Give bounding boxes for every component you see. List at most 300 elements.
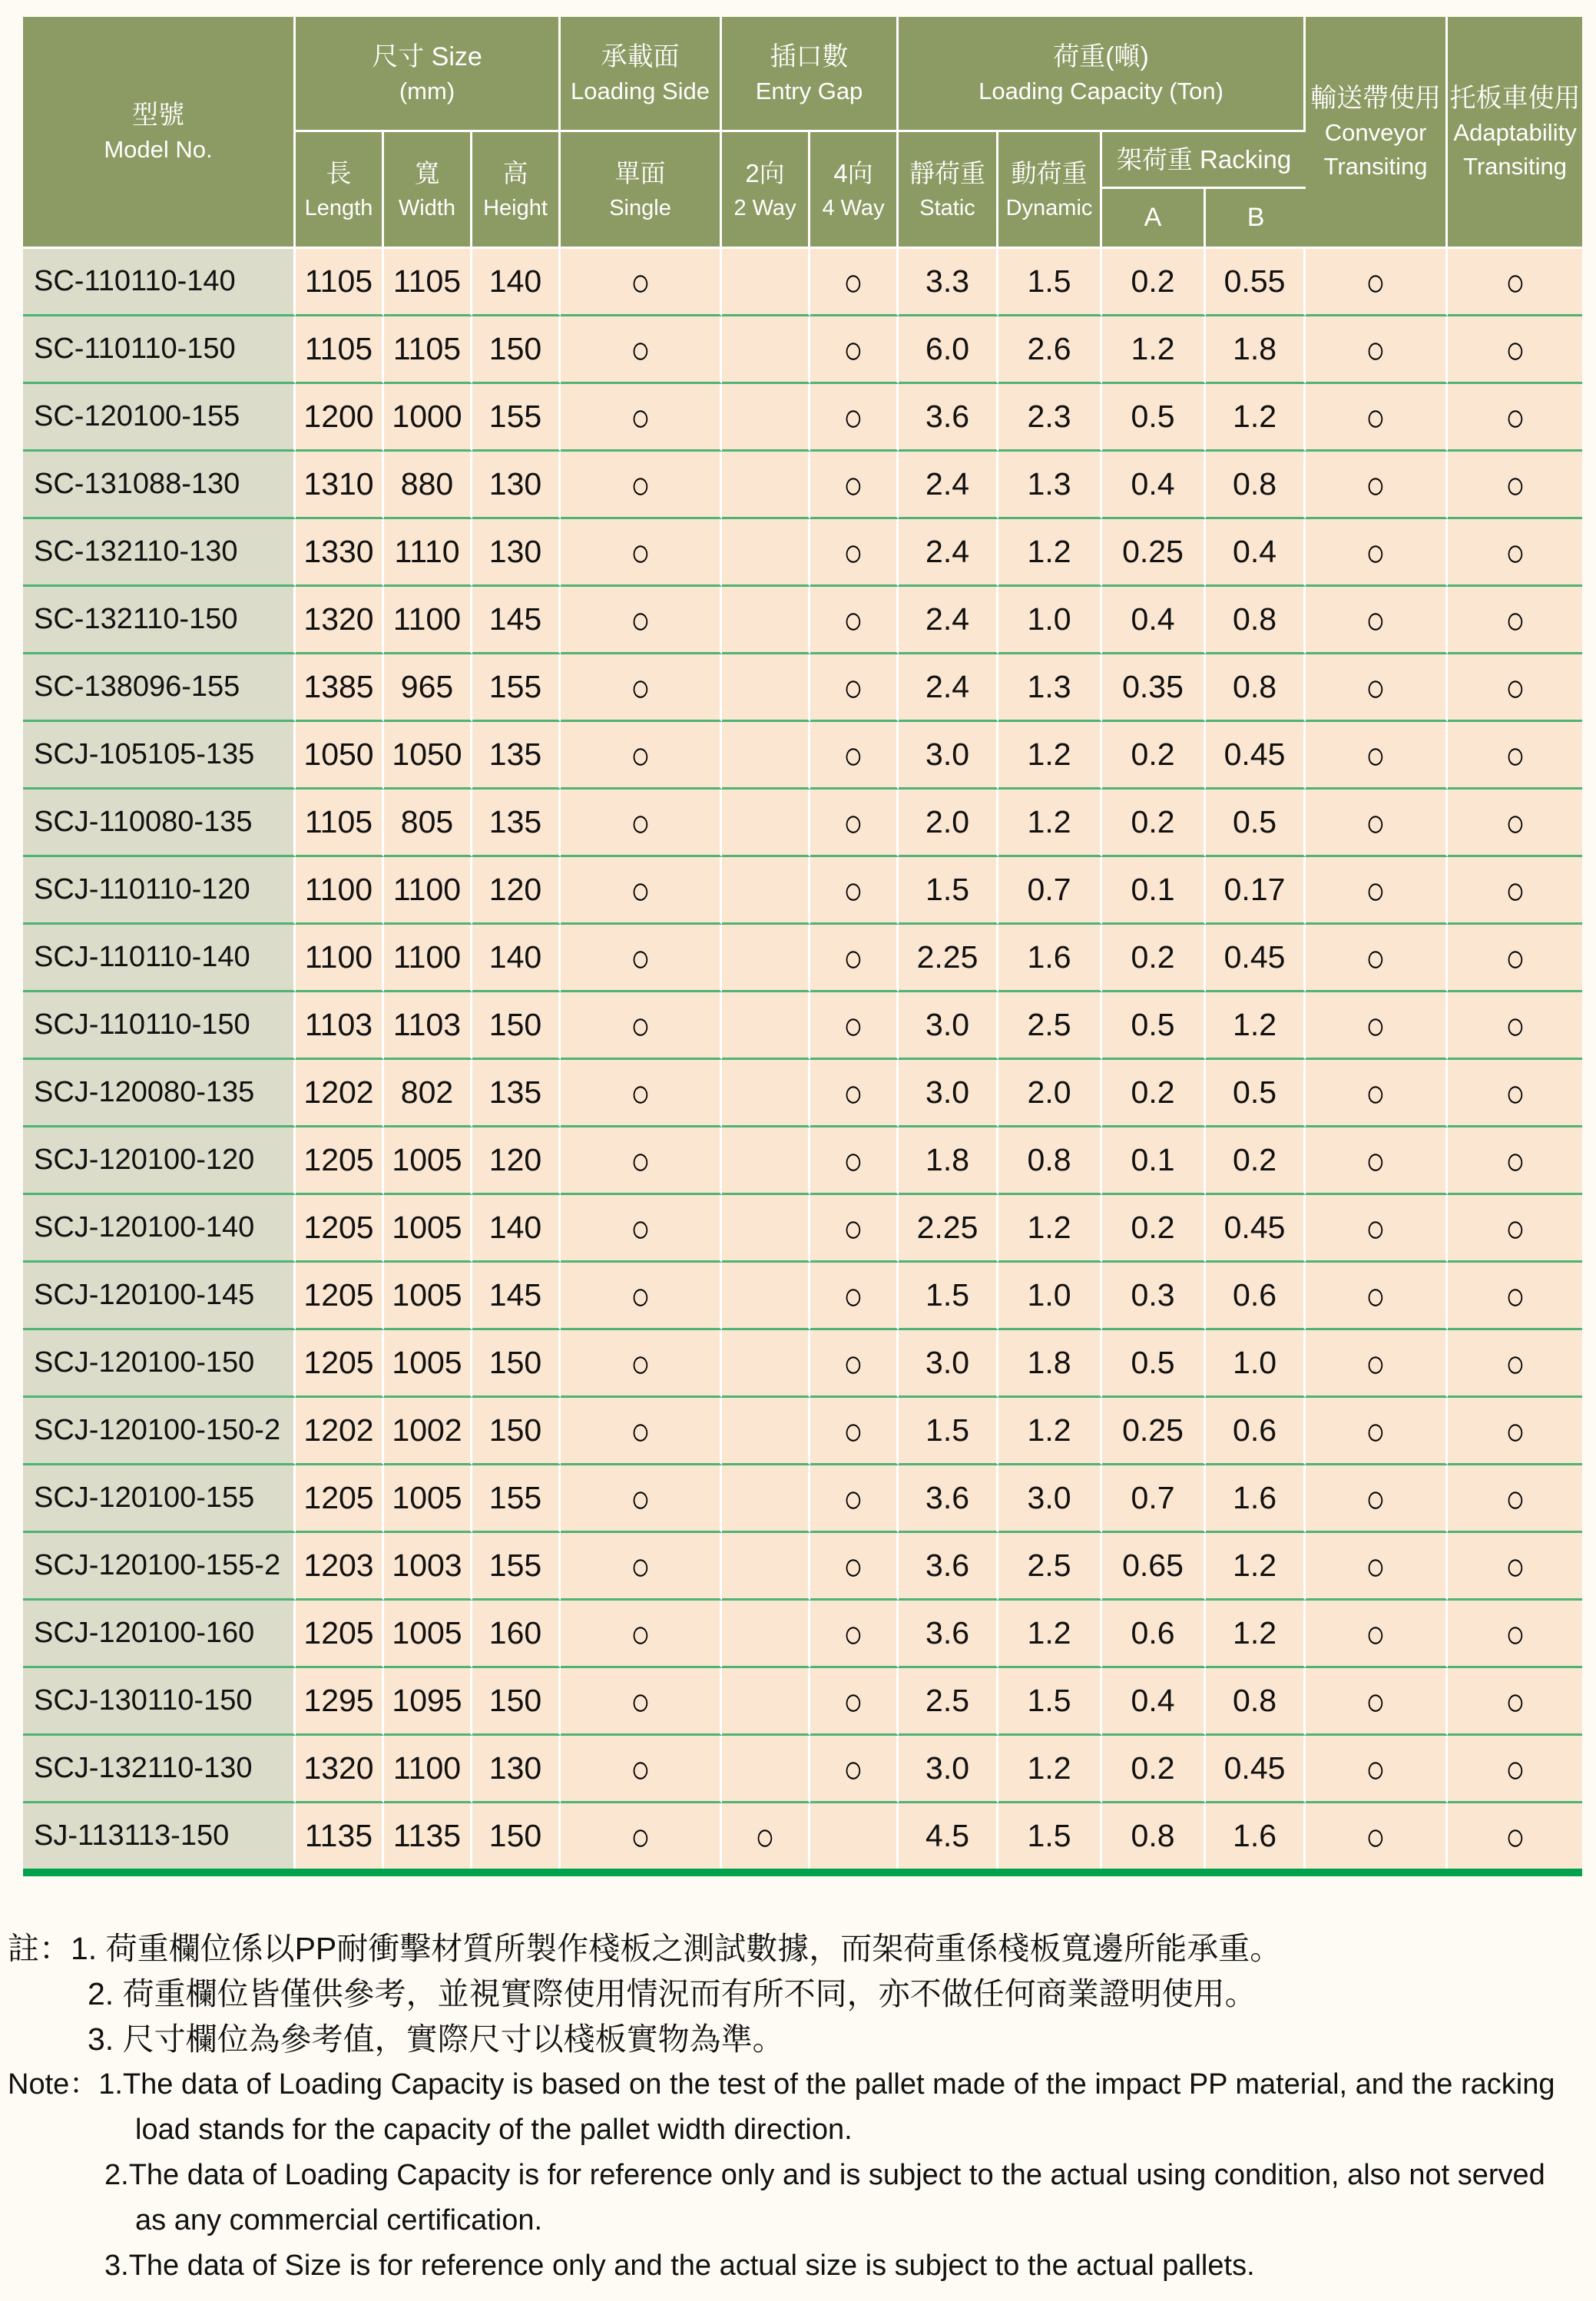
single-cell (561, 1330, 722, 1398)
two-way-cell (722, 925, 810, 992)
header-model (23, 17, 296, 249)
dynamic-cell: 1.2 (998, 790, 1102, 857)
circle-mark: ○ (630, 529, 651, 574)
width-cell: 1005 (384, 1195, 472, 1263)
four-way-cell (810, 857, 899, 925)
four-way-cell (810, 1803, 899, 1869)
racking-b-cell: 1.2 (1206, 1533, 1306, 1601)
table-row (23, 1263, 1582, 1330)
model-cell: SC-131088-130 (23, 452, 296, 519)
header-two-way (722, 132, 810, 249)
note-zh-2: 2. 荷重欄位皆僅供參考，並視實際使用情況而有所不同，亦不做任何商業證明使用。 (88, 1976, 1257, 2011)
two-way-cell (722, 587, 810, 654)
racking-a-cell: 0.6 (1102, 1601, 1206, 1668)
length-cell: 1200 (296, 384, 384, 452)
circle-mark: ○ (1366, 1611, 1386, 1656)
racking-a-cell: 0.5 (1102, 1330, 1206, 1398)
circle-mark: ○ (630, 1678, 651, 1723)
static-cell: 3.0 (899, 722, 998, 790)
table-row (23, 1533, 1582, 1601)
circle-mark: ○ (843, 326, 863, 372)
header-static (899, 132, 998, 249)
width-cell: 1005 (384, 1465, 472, 1533)
circle-mark: ○ (630, 1543, 651, 1588)
static-cell: 3.6 (899, 1465, 998, 1533)
header-adaptability-en1: Adaptability (1453, 118, 1577, 146)
header-adaptability (1448, 17, 1582, 249)
header-capacity-zh: 荷重(噸) (1053, 41, 1149, 71)
length-cell: 1330 (296, 519, 384, 587)
header-dynamic (998, 132, 1102, 249)
header-model-en: Model No. (104, 135, 213, 163)
circle-mark: ○ (1505, 259, 1525, 304)
circle-mark: ○ (1505, 597, 1525, 642)
single-cell (561, 519, 722, 587)
header-two-way-en: 2 Way (733, 195, 796, 220)
circle-mark: ○ (1505, 732, 1525, 777)
conveyor-cell (1306, 1668, 1448, 1736)
two-way-cell (722, 452, 810, 519)
racking-a-cell: 0.5 (1102, 384, 1206, 452)
four-way-cell (810, 1465, 899, 1533)
two-way-cell (722, 1398, 810, 1465)
model-cell: SCJ-110110-120 (23, 857, 296, 925)
racking-b-cell: 0.8 (1206, 1668, 1306, 1736)
single-cell (561, 1195, 722, 1263)
circle-mark: ○ (630, 1137, 651, 1183)
circle-mark: ○ (630, 1273, 651, 1318)
four-way-cell (810, 1668, 899, 1736)
circle-mark: ○ (1366, 326, 1386, 372)
header-dynamic-zh: 動荷重 (1011, 158, 1088, 187)
width-cell: 965 (384, 654, 472, 722)
note-zh-3: 3. 尺寸欄位為參考值，實際尺寸以棧板實物為準。 (88, 2021, 784, 2057)
model-cell: SC-132110-150 (23, 587, 296, 654)
width-cell: 1103 (384, 992, 472, 1060)
circle-mark: ○ (843, 1475, 863, 1521)
two-way-cell (722, 1601, 810, 1668)
circle-mark: ○ (630, 732, 651, 777)
header-single-en: Single (609, 195, 671, 220)
dynamic-cell: 0.7 (998, 857, 1102, 925)
four-way-cell (810, 249, 899, 316)
width-cell: 1100 (384, 587, 472, 654)
model-cell: SC-110110-150 (23, 316, 296, 384)
circle-mark: ○ (843, 1340, 863, 1386)
dynamic-cell: 1.2 (998, 722, 1102, 790)
circle-mark: ○ (843, 732, 863, 777)
circle-mark: ○ (1505, 1070, 1525, 1115)
length-cell: 1310 (296, 452, 384, 519)
single-cell (561, 1601, 722, 1668)
two-way-cell (722, 1736, 810, 1803)
length-cell: 1135 (296, 1803, 384, 1869)
model-cell: SCJ-120100-150 (23, 1330, 296, 1398)
width-cell: 1105 (384, 249, 472, 316)
racking-a-cell: 0.4 (1102, 1668, 1206, 1736)
circle-mark: ○ (1366, 1678, 1386, 1723)
racking-b-cell: 0.8 (1206, 654, 1306, 722)
static-cell: 1.5 (899, 1398, 998, 1465)
dynamic-cell: 1.3 (998, 452, 1102, 519)
four-way-cell (810, 519, 899, 587)
pallet-spec-table (23, 17, 1582, 1876)
single-cell (561, 249, 722, 316)
table-row (23, 1601, 1582, 1668)
length-cell: 1203 (296, 1533, 384, 1601)
note-en-1-cont: load stands for the capacity of the pallet width direction. (135, 2114, 853, 2146)
height-cell: 120 (472, 1127, 561, 1195)
circle-mark: ○ (843, 529, 863, 574)
adaptability-cell (1448, 1127, 1582, 1195)
circle-mark: ○ (1505, 326, 1525, 372)
circle-mark: ○ (1366, 732, 1386, 777)
adaptability-cell (1448, 1465, 1582, 1533)
conveyor-cell (1306, 1195, 1448, 1263)
single-cell (561, 857, 722, 925)
circle-mark: ○ (1366, 529, 1386, 574)
static-cell: 1.5 (899, 857, 998, 925)
four-way-cell (810, 1398, 899, 1465)
racking-b-cell: 1.2 (1206, 384, 1306, 452)
four-way-cell (810, 1601, 899, 1668)
model-cell: SCJ-120080-135 (23, 1060, 296, 1127)
conveyor-cell (1306, 1330, 1448, 1398)
racking-b-cell: 0.8 (1206, 452, 1306, 519)
circle-mark: ○ (843, 597, 863, 642)
conveyor-cell (1306, 519, 1448, 587)
racking-a-cell: 0.2 (1102, 249, 1206, 316)
single-cell (561, 316, 722, 384)
racking-a-cell: 0.3 (1102, 1263, 1206, 1330)
length-cell: 1205 (296, 1330, 384, 1398)
single-cell (561, 587, 722, 654)
dynamic-cell: 2.3 (998, 384, 1102, 452)
header-four-way-en: 4 Way (822, 195, 885, 220)
header-conveyor (1306, 17, 1448, 249)
dynamic-cell: 2.5 (998, 992, 1102, 1060)
conveyor-cell (1306, 384, 1448, 452)
height-cell: 150 (472, 316, 561, 384)
table-row (23, 1465, 1582, 1533)
static-cell: 3.6 (899, 1533, 998, 1601)
circle-mark: ○ (630, 259, 651, 304)
header-size-en: (mm) (399, 77, 455, 104)
table-row (23, 519, 1582, 587)
header-static-zh: 靜荷重 (909, 158, 986, 187)
height-cell: 140 (472, 925, 561, 992)
conveyor-cell (1306, 316, 1448, 384)
two-way-cell (722, 1330, 810, 1398)
note-en-2-cont: as any commercial certification. (135, 2204, 543, 2236)
header-length-zh: 長 (326, 158, 352, 187)
racking-b-cell: 0.17 (1206, 857, 1306, 925)
dynamic-cell: 1.6 (998, 925, 1102, 992)
header-loading-side-zh: 承載面 (601, 41, 680, 71)
circle-mark: ○ (1366, 1813, 1386, 1859)
adaptability-cell (1448, 1195, 1582, 1263)
static-cell: 3.0 (899, 1330, 998, 1398)
header-dynamic-en: Dynamic (1005, 195, 1093, 220)
adaptability-cell (1448, 790, 1582, 857)
table-row (23, 384, 1582, 452)
length-cell: 1105 (296, 316, 384, 384)
dynamic-cell: 1.0 (998, 587, 1102, 654)
header-racking-label: 架荷重 Racking (1116, 144, 1292, 174)
dynamic-cell: 1.2 (998, 1195, 1102, 1263)
racking-a-cell: 0.25 (1102, 519, 1206, 587)
two-way-cell (722, 1060, 810, 1127)
racking-b-cell: 1.8 (1206, 316, 1306, 384)
two-way-cell (722, 654, 810, 722)
header-height (472, 132, 561, 249)
single-cell (561, 654, 722, 722)
model-cell: SCJ-120100-155-2 (23, 1533, 296, 1601)
conveyor-cell (1306, 992, 1448, 1060)
note-en-1: Note：1.The data of Loading Capacity is based on the test of the pallet made of the impact PP material, and the racking (8, 2068, 1555, 2101)
adaptability-cell (1448, 316, 1582, 384)
two-way-cell (722, 316, 810, 384)
racking-b-cell: 0.45 (1206, 1736, 1306, 1803)
circle-mark: ○ (1366, 800, 1386, 845)
single-cell (561, 384, 722, 452)
circle-mark: ○ (843, 1070, 863, 1115)
static-cell: 2.5 (899, 1668, 998, 1736)
two-way-cell (722, 1263, 810, 1330)
length-cell: 1103 (296, 992, 384, 1060)
height-cell: 145 (472, 587, 561, 654)
circle-mark: ○ (843, 394, 863, 439)
circle-mark: ○ (1366, 1475, 1386, 1521)
table-row (23, 1803, 1582, 1869)
dynamic-cell: 1.5 (998, 249, 1102, 316)
four-way-cell (810, 1533, 899, 1601)
circle-mark: ○ (1366, 867, 1386, 912)
four-way-cell (810, 654, 899, 722)
static-cell: 2.4 (899, 654, 998, 722)
four-way-cell (810, 1127, 899, 1195)
adaptability-cell (1448, 1736, 1582, 1803)
four-way-cell (810, 1060, 899, 1127)
circle-mark: ○ (843, 1611, 863, 1656)
model-cell: SCJ-120100-140 (23, 1195, 296, 1263)
four-way-cell (810, 1263, 899, 1330)
note-en-3: 3.The data of Size is for reference only and the actual size is subject to the actual pallets. (104, 2250, 1255, 2282)
conveyor-cell (1306, 1263, 1448, 1330)
height-cell: 140 (472, 1195, 561, 1263)
static-cell: 3.0 (899, 992, 998, 1060)
width-cell: 1005 (384, 1127, 472, 1195)
header-model-zh: 型號 (132, 100, 184, 130)
width-cell: 1005 (384, 1601, 472, 1668)
height-cell: 135 (472, 790, 561, 857)
table-row (23, 587, 1582, 654)
width-cell: 1000 (384, 384, 472, 452)
circle-mark: ○ (1505, 1137, 1525, 1183)
width-cell: 1005 (384, 1330, 472, 1398)
adaptability-cell (1448, 722, 1582, 790)
height-cell: 150 (472, 1668, 561, 1736)
circle-mark: ○ (843, 664, 863, 710)
table-row (23, 857, 1582, 925)
adaptability-cell (1448, 992, 1582, 1060)
circle-mark: ○ (843, 1408, 863, 1453)
table-row (23, 722, 1582, 790)
width-cell: 802 (384, 1060, 472, 1127)
dynamic-cell: 2.0 (998, 1060, 1102, 1127)
length-cell: 1105 (296, 790, 384, 857)
static-cell: 3.0 (899, 1060, 998, 1127)
header-entry-gap-zh: 插口數 (770, 41, 849, 71)
circle-mark: ○ (630, 1746, 651, 1791)
circle-mark: ○ (1505, 1543, 1525, 1588)
circle-mark: ○ (630, 1205, 651, 1250)
circle-mark: ○ (1505, 664, 1525, 710)
circle-mark: ○ (630, 1408, 651, 1453)
circle-mark: ○ (1505, 1273, 1525, 1318)
adaptability-cell (1448, 1398, 1582, 1465)
conveyor-cell (1306, 925, 1448, 992)
racking-a-cell: 0.2 (1102, 1736, 1206, 1803)
height-cell: 160 (472, 1601, 561, 1668)
circle-mark: ○ (1366, 1543, 1386, 1588)
length-cell: 1295 (296, 1668, 384, 1736)
racking-a-cell: 0.2 (1102, 1195, 1206, 1263)
length-cell: 1100 (296, 857, 384, 925)
length-cell: 1105 (296, 249, 384, 316)
circle-mark: ○ (630, 1475, 651, 1521)
height-cell: 130 (472, 452, 561, 519)
circle-mark: ○ (843, 935, 863, 980)
conveyor-cell (1306, 1465, 1448, 1533)
circle-mark: ○ (843, 1746, 863, 1791)
width-cell: 1005 (384, 1263, 472, 1330)
single-cell (561, 1736, 722, 1803)
two-way-cell (722, 722, 810, 790)
static-cell: 3.6 (899, 1601, 998, 1668)
static-cell: 3.6 (899, 384, 998, 452)
circle-mark: ○ (630, 1340, 651, 1386)
four-way-cell (810, 722, 899, 790)
circle-mark: ○ (630, 394, 651, 439)
header-racking-a: A (1102, 189, 1206, 249)
height-cell: 155 (472, 384, 561, 452)
racking-a-cell: 0.5 (1102, 992, 1206, 1060)
four-way-cell (810, 992, 899, 1060)
circle-mark: ○ (843, 867, 863, 912)
table-row (23, 1736, 1582, 1803)
adaptability-cell (1448, 654, 1582, 722)
racking-a-cell: 0.1 (1102, 857, 1206, 925)
circle-mark: ○ (1366, 1205, 1386, 1250)
width-cell: 1100 (384, 857, 472, 925)
height-cell: 130 (472, 519, 561, 587)
dynamic-cell: 1.5 (998, 1803, 1102, 1869)
height-cell: 150 (472, 1398, 561, 1465)
dynamic-cell: 3.0 (998, 1465, 1102, 1533)
circle-mark: ○ (1505, 1408, 1525, 1453)
circle-mark: ○ (630, 1611, 651, 1656)
adaptability-cell (1448, 1330, 1582, 1398)
dynamic-cell: 1.2 (998, 1398, 1102, 1465)
racking-b-cell: 0.8 (1206, 587, 1306, 654)
circle-mark: ○ (843, 1273, 863, 1318)
four-way-cell (810, 316, 899, 384)
single-cell (561, 790, 722, 857)
racking-a-cell: 0.8 (1102, 1803, 1206, 1869)
racking-b-cell: 0.45 (1206, 1195, 1306, 1263)
racking-a-cell: 0.35 (1102, 654, 1206, 722)
two-way-cell (722, 1127, 810, 1195)
conveyor-cell (1306, 587, 1448, 654)
conveyor-cell (1306, 1736, 1448, 1803)
racking-b-cell: 0.5 (1206, 790, 1306, 857)
four-way-cell (810, 790, 899, 857)
dynamic-cell: 1.0 (998, 1263, 1102, 1330)
length-cell: 1205 (296, 1195, 384, 1263)
racking-a-cell: 0.65 (1102, 1533, 1206, 1601)
static-cell: 1.8 (899, 1127, 998, 1195)
racking-b-cell: 1.6 (1206, 1465, 1306, 1533)
circle-mark: ○ (1366, 597, 1386, 642)
circle-mark: ○ (1505, 1611, 1525, 1656)
two-way-cell (722, 992, 810, 1060)
racking-a-cell: 0.1 (1102, 1127, 1206, 1195)
circle-mark: ○ (843, 1137, 863, 1183)
conveyor-cell (1306, 1601, 1448, 1668)
racking-b-cell: 0.4 (1206, 519, 1306, 587)
length-cell: 1100 (296, 925, 384, 992)
static-cell: 4.5 (899, 1803, 998, 1869)
circle-mark: ○ (1505, 1002, 1525, 1048)
length-cell: 1205 (296, 1601, 384, 1668)
height-cell: 150 (472, 1330, 561, 1398)
racking-a-cell: 0.2 (1102, 925, 1206, 992)
circle-mark: ○ (1366, 1273, 1386, 1318)
single-cell (561, 1127, 722, 1195)
adaptability-cell (1448, 925, 1582, 992)
two-way-cell (722, 519, 810, 587)
circle-mark: ○ (1366, 462, 1386, 507)
dynamic-cell: 1.2 (998, 519, 1102, 587)
static-cell: 6.0 (899, 316, 998, 384)
model-cell: SCJ-132110-130 (23, 1736, 296, 1803)
model-cell: SCJ-120100-120 (23, 1127, 296, 1195)
header-entry-gap-group (722, 17, 899, 132)
racking-b-cell: 0.45 (1206, 925, 1306, 992)
table-row (23, 1195, 1582, 1263)
static-cell: 2.4 (899, 519, 998, 587)
conveyor-cell (1306, 1803, 1448, 1869)
adaptability-cell (1448, 857, 1582, 925)
static-cell: 2.4 (899, 452, 998, 519)
header-size-group (296, 17, 561, 132)
width-cell: 1050 (384, 722, 472, 790)
width-cell: 805 (384, 790, 472, 857)
width-cell: 1003 (384, 1533, 472, 1601)
header-adaptability-en2: Transiting (1463, 152, 1568, 180)
four-way-cell (810, 925, 899, 992)
header-racking-b: B (1206, 189, 1306, 249)
single-cell (561, 1668, 722, 1736)
table-row (23, 1668, 1582, 1736)
model-cell: SC-120100-155 (23, 384, 296, 452)
dynamic-cell: 0.8 (998, 1127, 1102, 1195)
static-cell: 3.0 (899, 1736, 998, 1803)
racking-b-cell: 0.55 (1206, 249, 1306, 316)
height-cell: 150 (472, 1803, 561, 1869)
circle-mark: ○ (843, 800, 863, 845)
